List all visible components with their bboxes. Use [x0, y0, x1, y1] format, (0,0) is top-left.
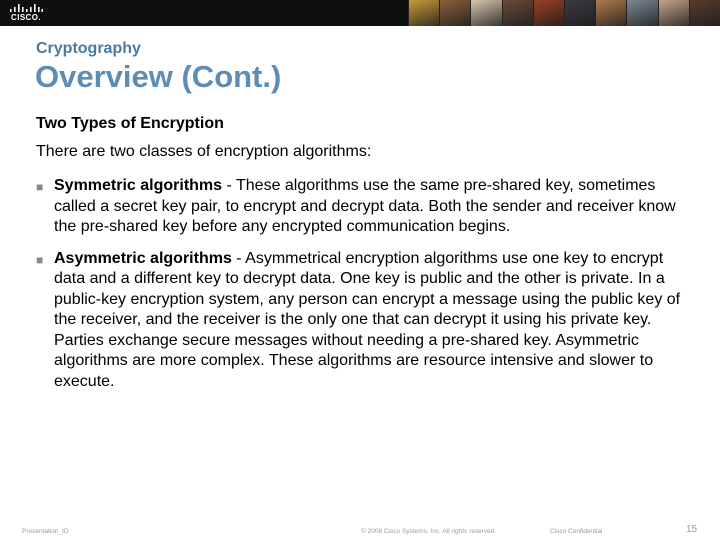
page-number: 15 [686, 524, 698, 535]
bullet-term: Symmetric algorithms [54, 177, 223, 194]
photo-tile [658, 0, 689, 26]
cisco-logo [9, 4, 43, 22]
section-title: Cryptography [36, 40, 141, 57]
photo-tile [470, 0, 501, 26]
bullet-list [36, 176, 686, 392]
photo-tile [564, 0, 595, 26]
top-banner [0, 0, 720, 26]
photo-tile [408, 0, 439, 26]
slide-body [36, 114, 686, 403]
photo-tile [502, 0, 533, 26]
bullet-text: - These algorithms use the same pre-shared key, sometimes called a secret key pair, to encrypt and decrypt data. Both the sender and receiver know the pre-shared key before any encrypted communication begins. [54, 177, 676, 235]
copyright-notice: © 2008 Cisco Systems, Inc. All rights reserved. [361, 528, 497, 535]
photo-tile [626, 0, 657, 26]
slide-title: Overview (Cont.) [35, 59, 282, 94]
cisco-bars-icon [9, 4, 43, 13]
bullet-asymmetric [36, 249, 686, 393]
cisco-wordmark: CISCO. [11, 13, 41, 22]
bullet-text: - Asymmetrical encryption algorithms use one key to encrypt data and a different key to decrypt data. One key is public and the other is private. In a public-key encryption system, any person can encrypt a message using the public key of the receiver, and the receiver is the only one that can decrypt it using his private key. Parties exchange secure messages without needing a pre-shared key. Asymmetric algorithms are more complex. These algorithms are resource intensive and slower to execute. [54, 249, 681, 390]
bullet-term: Asymmetric algorithms [54, 249, 232, 267]
photo-tile [595, 0, 626, 26]
confidential-label: Cisco Confidential [550, 528, 603, 535]
bullet-square-icon: ■ [36, 180, 44, 194]
bullet-symmetric [36, 176, 686, 238]
photo-tile [533, 0, 564, 26]
intro-text: There are two classes of encryption algorithms: [36, 143, 372, 160]
presentation-id: Presentation_ID [22, 528, 69, 535]
bullet-square-icon: ■ [36, 252, 44, 267]
content-heading: Two Types of Encryption [36, 115, 224, 132]
people-photo-strip [408, 0, 720, 26]
photo-tile [689, 0, 720, 26]
photo-tile [439, 0, 470, 26]
